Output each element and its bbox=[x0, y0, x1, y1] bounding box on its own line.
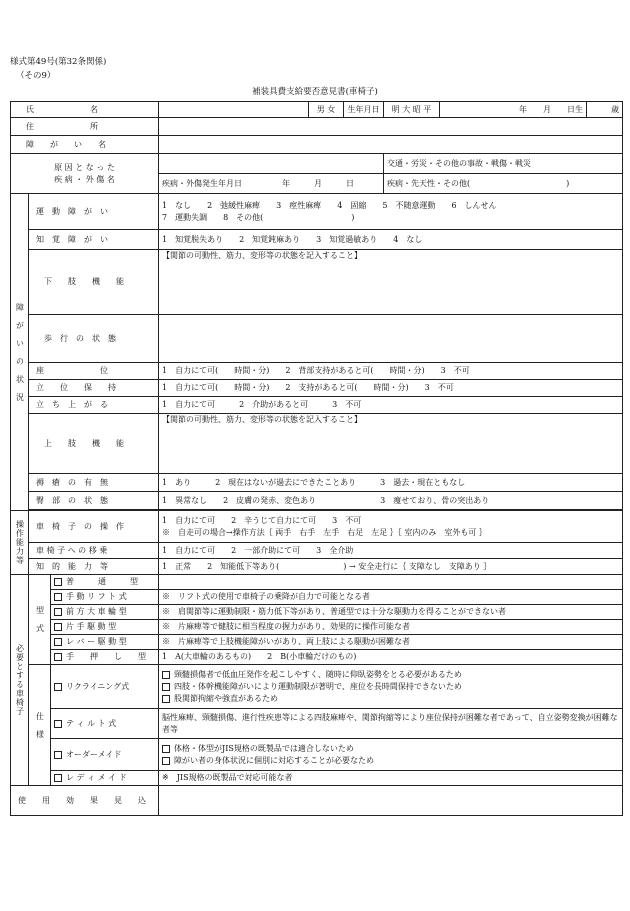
sensory-label: 知 覚 障 が い bbox=[36, 234, 108, 244]
type-name-5: 手 押 し 型 bbox=[66, 652, 146, 661]
order-reason-1: 障がい者の身体状況に個別に対応することが必要なため bbox=[162, 755, 619, 767]
name-field[interactable] bbox=[159, 102, 309, 118]
type-desc-0 bbox=[159, 575, 623, 590]
transfer-label: 車 椅 子 へ の 移 乗 bbox=[36, 545, 108, 555]
type-name-3: 片 手 駆 動 型 bbox=[66, 622, 117, 631]
checkbox-icon[interactable] bbox=[54, 683, 62, 691]
checkbox-icon[interactable] bbox=[54, 638, 62, 646]
spec-tilt-desc: 脳性麻痺、頸髄損傷、進行性疾患等による四肢麻痺や、関節拘縮等により座位保持が困難な者であって、自立姿勢変換が困難な者等 bbox=[159, 709, 623, 739]
checkbox-icon[interactable] bbox=[162, 683, 170, 691]
spec-recline-name: リクライニング式 bbox=[66, 681, 130, 691]
intellect-label-cell bbox=[29, 559, 159, 575]
lower-limb-label-cell bbox=[29, 250, 159, 315]
name-label-cell bbox=[11, 102, 159, 118]
buttock-label-cell bbox=[29, 492, 159, 510]
motor-options[interactable] bbox=[159, 194, 623, 230]
recline-reason-2: 股関節拘縮や強直があるため bbox=[162, 693, 619, 705]
status-section-label: 障 が い の 状 況 bbox=[11, 194, 29, 511]
dob-label: 生年月日 bbox=[344, 102, 384, 118]
motor-label-cell bbox=[29, 194, 159, 230]
disability-name-field[interactable] bbox=[159, 136, 623, 154]
spec-ready[interactable] bbox=[51, 771, 159, 786]
cause-category-1[interactable]: 交通・労災・その他の事故・戦傷・戦災 bbox=[384, 154, 623, 174]
cause-label-line2: 疾 病 ・ 外 傷 名 bbox=[54, 174, 115, 184]
type-row-5[interactable] bbox=[51, 650, 159, 665]
type-name-2: 前 方 大 車 輪 型 bbox=[66, 607, 127, 616]
type-desc-2: ※ 肩関節等に運動制限・筋力低下等があり、普通型では十分な駆動力を得ることができない者 bbox=[159, 605, 623, 620]
effect-field[interactable] bbox=[159, 786, 623, 816]
checkbox-icon[interactable] bbox=[162, 695, 170, 703]
standing-options[interactable]: 1 自力にて可( 時間・分) 2 支持があると可( 時間・分) 3 不可 bbox=[159, 380, 623, 397]
rising-options[interactable]: 1 自力にて可 2 介助があると可 3 不可 bbox=[159, 397, 623, 414]
recline-reason-0: 頸髄損傷者で低血圧発作を起こしやすく、随時に仰臥姿勢をとる必要があるため bbox=[162, 669, 619, 681]
type-row-2[interactable] bbox=[51, 605, 159, 620]
bedsore-label: 褥 瘡 の 有 無 bbox=[36, 477, 108, 487]
cause-field[interactable] bbox=[159, 154, 384, 174]
ability-section-label: 操作能力等 bbox=[11, 511, 29, 575]
bedsore-label-cell bbox=[29, 474, 159, 492]
walking-label-cell bbox=[29, 315, 159, 363]
birth-date-field[interactable]: 年 月 日生 bbox=[440, 102, 587, 118]
intellect-options[interactable]: 1 正常 2 知能低下等あり( ) → 安全走行に｛ 支障なし 支障あり ｝ bbox=[159, 559, 623, 575]
type-row-4[interactable] bbox=[51, 635, 159, 650]
address-field[interactable] bbox=[159, 118, 623, 136]
name-label: 氏 名 bbox=[26, 104, 98, 114]
checkbox-icon[interactable] bbox=[162, 745, 170, 753]
type-desc-5: 1 A(大車輪のあるもの) 2 B(小車輪だけのもの) bbox=[159, 650, 623, 665]
required-section-label: 必要とする車椅子 bbox=[11, 575, 29, 786]
lower-limb-note: 【関節の可動性、筋力、変形等の状態を記入すること】 bbox=[162, 251, 362, 260]
intellect-label: 知 的 能 力 等 bbox=[36, 561, 108, 571]
sitting-options[interactable]: 1 自力にて可( 時間・分) 2 背部支持があると可( 時間・分) 3 不可 bbox=[159, 363, 623, 380]
address-label-cell bbox=[11, 118, 159, 136]
checkbox-icon[interactable] bbox=[162, 757, 170, 765]
cause-label-cell bbox=[11, 154, 159, 194]
checkbox-icon[interactable] bbox=[54, 623, 62, 631]
checkbox-icon[interactable] bbox=[54, 653, 62, 661]
buttock-options[interactable]: 1 異常なし 2 皮膚の発赤、変色あり 3 痩せており、骨の突出あり bbox=[159, 492, 623, 510]
document-title: 補装具費支給要否意見書(車椅子) bbox=[252, 87, 378, 97]
cause-label-line1: 原 因 と な っ た bbox=[54, 162, 115, 172]
type-section-label: 型 式 bbox=[29, 575, 51, 665]
sensory-options[interactable]: 1 知覚脱失あり 2 知覚鈍麻あり 3 知覚過敏あり 4 なし bbox=[159, 230, 623, 250]
spec-section-label: 仕 様 bbox=[29, 665, 51, 786]
spec-tilt-name: テ ィ ル ト 式 bbox=[66, 718, 117, 728]
standing-label-cell bbox=[29, 380, 159, 397]
spec-ready-desc: ※ JIS規格の既製品で対応可能な者 bbox=[159, 771, 623, 786]
spec-order-name: オーダーメイド bbox=[66, 749, 122, 759]
disability-name-label: 障 が い 名 bbox=[26, 139, 106, 149]
sex-field[interactable]: 男 女 bbox=[309, 102, 344, 118]
lower-limb-field[interactable] bbox=[159, 250, 623, 315]
spec-order[interactable] bbox=[51, 739, 159, 771]
upper-limb-label-cell bbox=[29, 414, 159, 474]
wheel-op-label-cell bbox=[29, 511, 159, 543]
standing-label: 立 位 保 持 bbox=[36, 383, 116, 392]
spec-order-reasons bbox=[159, 739, 623, 771]
spec-ready-name: レ デ ィ メ イ ド bbox=[66, 773, 127, 782]
effect-label: 使 用 効 果 見 込 bbox=[18, 795, 146, 805]
wheel-op-line1: 1 自力にて可 2 辛うじて自力にて可 3 不可 bbox=[162, 515, 362, 525]
rising-label: 立 ち 上 が る bbox=[36, 400, 108, 409]
sensory-label-cell bbox=[29, 230, 159, 250]
effect-label-cell bbox=[11, 786, 159, 816]
wheel-op-options[interactable] bbox=[159, 511, 623, 543]
checkbox-icon[interactable] bbox=[54, 578, 62, 586]
bedsore-options[interactable]: 1 あり 2 現在はないが過去にできたことあり 3 過去・現在ともなし bbox=[159, 474, 623, 492]
motor-options-line2: 7 運動失調 8 その他( ) bbox=[162, 212, 355, 222]
sitting-label: 座 位 bbox=[36, 366, 108, 375]
walking-field[interactable] bbox=[159, 315, 623, 363]
spec-recline[interactable] bbox=[51, 665, 159, 709]
checkbox-icon[interactable] bbox=[54, 593, 62, 601]
spec-recline-reasons bbox=[159, 665, 623, 709]
age-field[interactable]: 歳 bbox=[587, 102, 623, 118]
upper-limb-note: 【関節の可動性、筋力、変形等の状態を記入すること】 bbox=[162, 415, 362, 424]
buttock-label: 臀 部 の 状 態 bbox=[36, 495, 108, 505]
rising-label-cell bbox=[29, 397, 159, 414]
onset-date-field[interactable]: 疾病・外傷発生年月日 年 月 日 bbox=[159, 174, 384, 194]
type-name-0: 普 通 型 bbox=[66, 577, 138, 586]
type-name-4: レ バ ー 駆 動 型 bbox=[66, 637, 127, 646]
checkbox-icon[interactable] bbox=[54, 751, 62, 759]
form-subnumber: （その9） bbox=[16, 71, 56, 81]
recline-reason-1: 四肢・体幹機能障がいにより運動制限が著明で、座位を長時間保持できないため bbox=[162, 681, 619, 693]
checkbox-icon[interactable] bbox=[54, 720, 62, 728]
cause-category-2[interactable]: 疾病・先天性・その他( ) bbox=[384, 174, 623, 194]
checkbox-icon[interactable] bbox=[162, 671, 170, 679]
type-row-0[interactable] bbox=[51, 575, 159, 590]
upper-limb-label: 上 肢 機 能 bbox=[44, 438, 124, 448]
transfer-options[interactable]: 1 自力にて可 2 一部介助にて可 3 全介助 bbox=[159, 543, 623, 559]
type-name-1: 手 動 リ フ ト 式 bbox=[66, 592, 127, 601]
wheel-op-line2: ※ 自走可の場合→操作方法｛ 両手 右手 左手 右足 左足 ｝｛ 室内のみ 室外も可 ｝ bbox=[162, 527, 487, 537]
type-desc-1: ※ リフト式の使用で車椅子の乗降が自力で可能となる者 bbox=[159, 590, 623, 605]
era-field[interactable]: 明 大 昭 平 bbox=[384, 102, 440, 118]
lower-limb-label: 下 肢 機 能 bbox=[44, 277, 124, 286]
order-reason-0: 体格・体型がJIS規格の既製品では適合しないため bbox=[162, 743, 619, 755]
transfer-label-cell bbox=[29, 543, 159, 559]
checkbox-icon[interactable] bbox=[54, 774, 62, 782]
type-row-1[interactable] bbox=[51, 590, 159, 605]
type-desc-3: ※ 片麻痺等で健肢に相当程度の握力があり、効果的に操作可能な者 bbox=[159, 620, 623, 635]
address-label: 住 所 bbox=[26, 121, 98, 131]
form-number: 様式第49号(第32条関係) bbox=[10, 57, 107, 67]
motor-options-line1: 1 なし 2 弛緩性麻痺 3 痙性麻痺 4 固縮 5 不随意運動 6 しんせん bbox=[162, 200, 497, 210]
type-desc-4: ※ 片麻痺等で上肢機能障がいがあり、両上肢による駆動が困難な者 bbox=[159, 635, 623, 650]
spec-tilt[interactable] bbox=[51, 709, 159, 739]
walking-label: 歩 行 の 状 態 bbox=[44, 333, 116, 343]
motor-label: 運 動 障 が い bbox=[36, 206, 108, 216]
sitting-label-cell bbox=[29, 363, 159, 380]
opinion-form-table bbox=[10, 101, 623, 816]
checkbox-icon[interactable] bbox=[54, 608, 62, 616]
wheel-op-label: 車 椅 子 の 操 作 bbox=[36, 521, 124, 531]
type-row-3[interactable] bbox=[51, 620, 159, 635]
upper-limb-field[interactable] bbox=[159, 414, 623, 474]
disability-name-label-cell bbox=[11, 136, 159, 154]
